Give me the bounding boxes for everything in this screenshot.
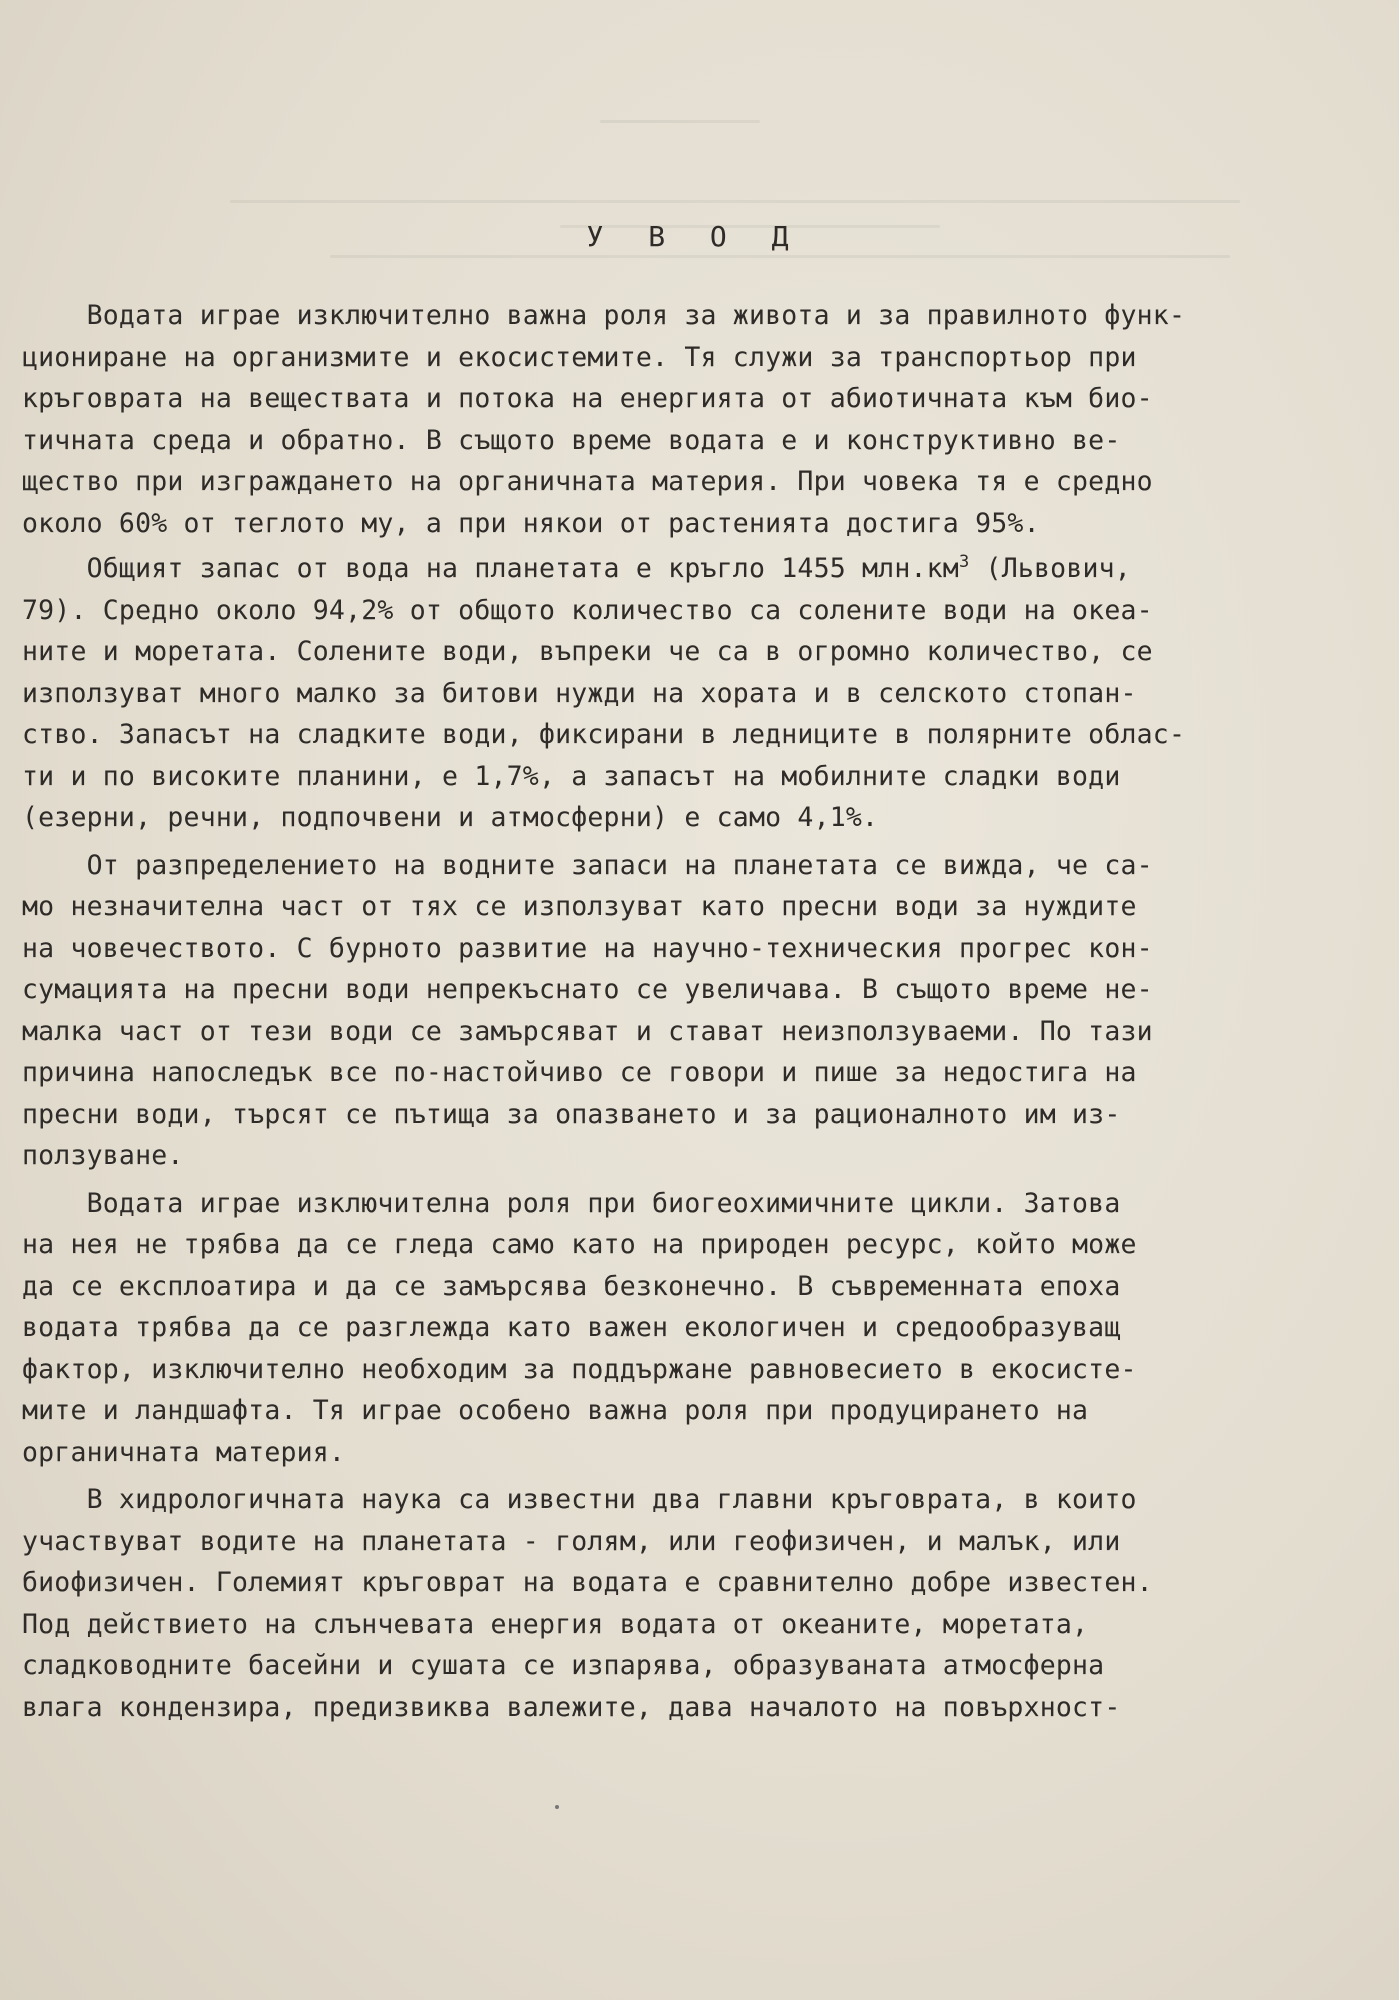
text-line: ните и моретата. Солените води, въпреки че са в огромно количество, се — [22, 636, 1153, 667]
text-line: ти и по високите планини, е 1,7%, а запасът на мобилните сладки води — [22, 760, 1121, 792]
text-line: използуват много малко за битови нужди на хората и в селското стопан- — [22, 677, 1137, 709]
text-line: ство. Запасът на сладките води, фиксирани в ледниците в полярните облас- — [22, 719, 1186, 750]
paragraph-2 — [22, 548, 1287, 839]
text-line: кръговрата на веществата и потока на енергията от абиотичната към био- — [22, 383, 1153, 414]
text-run: Общият запас от вода на планетата е кръгло 1455 млн.км — [22, 553, 959, 584]
ink-speck — [555, 1805, 559, 1809]
text-line: водата трябва да се разглежда като важен екологичен и средообразуващ — [22, 1312, 1121, 1343]
text-line: пресни води, търсят се пътища за опазването и за рационалното им из- — [22, 1098, 1121, 1130]
text-line: щество при изграждането на органичната материя. При човека тя е средно — [22, 466, 1153, 497]
text-line: причина напоследък все по-настойчиво се говори и пише за недостига на — [22, 1057, 1137, 1088]
page-title: У В О Д — [586, 220, 803, 253]
text-line: тичната среда и обратно. В същото време водата е и конструктивно ве- — [22, 424, 1121, 456]
text-line: участвуват водите на планетата - голям, или геофизичен, и малък, или — [22, 1525, 1121, 1557]
text-line: (езерни, речни, подпочвени и атмосферни) е само 4,1%. — [22, 802, 879, 833]
paragraph-5 — [22, 1479, 1287, 1728]
text-line: сумацията на пресни води непрекъснато се увеличава. В същото време не- — [22, 974, 1153, 1005]
text-line: да се експлоатира и да се замърсява безконечно. В съвременната епоха — [22, 1270, 1121, 1302]
document-body — [22, 220, 1287, 1732]
text-line: Под действието на слънчевата енергия водата от океаните, моретата, — [22, 1608, 1089, 1640]
text-line: 79). Средно около 94,2% от общото количество са солените води на океа- — [22, 594, 1153, 626]
text-line: влага кондензира, предизвиква валежите, дава началото на повърхност- — [22, 1691, 1121, 1723]
text-line: циониране на организмите и екосистемите. Тя служи за транспортьор при — [22, 341, 1137, 373]
superscript: 3 — [958, 552, 970, 573]
text-line: мо незначителна част от тях се използуват като пресни води за нуждите — [22, 891, 1137, 922]
text-line: Водата играе изключително важна роля за живота и за правилното функ- — [22, 300, 1186, 331]
paragraph-3 — [22, 845, 1287, 1177]
text-line: мите и ландшафта. Тя играе особено важна роля при продуцирането на — [22, 1395, 1089, 1426]
text-run: (Львович, — [969, 553, 1131, 584]
text-line: биофизичен. Големият кръговрат на водата е сравнително добре известен. — [22, 1567, 1153, 1598]
text-line: на човечеството. С бурното развитие на научно-техническия прогрес кон- — [22, 932, 1153, 964]
text-line: В хидрологичната наука са известни два главни кръговрата, в които — [22, 1484, 1137, 1515]
text-line-with-superscript — [22, 548, 1287, 590]
text-line: на нея не трябва да се гледа само като на природен ресурс, който може — [22, 1229, 1137, 1260]
text-line: ползуване. — [22, 1140, 184, 1171]
text-line: Водата играе изключителна роля при биогеохимичните цикли. Затова — [22, 1187, 1121, 1219]
text-line: малка част от тези води се замърсяват и стават неизползуваеми. По тази — [22, 1015, 1153, 1047]
paragraph-1 — [22, 295, 1287, 544]
text-line: фактор, изключително необходим за поддържане равновесието в екосисте- — [22, 1353, 1137, 1385]
text-line: около 60% от теглото му, а при някои от растенията достига 95%. — [22, 507, 1040, 539]
text-line: органичната материя. — [22, 1436, 346, 1468]
text-line: От разпределението на водните запаси на планетата се вижда, че са- — [22, 849, 1153, 881]
paragraph-4 — [22, 1183, 1287, 1474]
text-line: сладководните басейни и сушата се изпарява, образуваната атмосферна — [22, 1650, 1105, 1681]
